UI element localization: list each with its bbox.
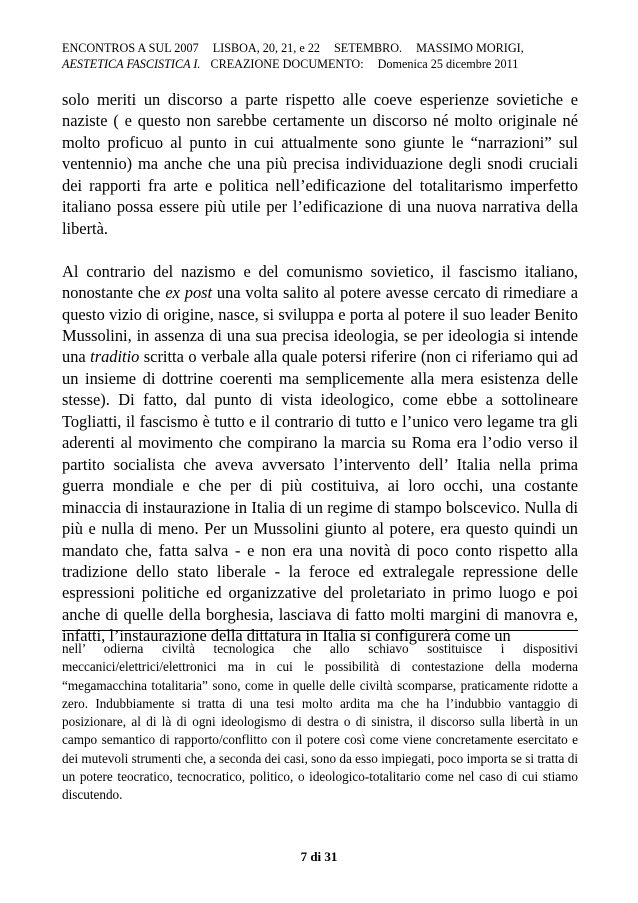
running-header	[62, 40, 582, 72]
header-place: LISBOA, 20, 21, e 22	[212, 41, 321, 55]
header-line-1	[62, 40, 582, 56]
page-number: 7 di 31	[300, 849, 338, 864]
italic-ex-post: ex post	[165, 283, 213, 303]
footnote-text: nell’ odierna civiltà tecnologica che allo schiavo sostituisce i dispositivi meccanici/elettrici/elettronici ma in cui le possibilità di contestazione della moderna “megamacchina totalitaria” sono, come in quelle delle civiltà scomparse, praticamente ridotte a zero. Indubbiamente si tratta di una tesi molto ardita ma che ha l’indubbio vantaggio di posizionare, al di là di ogni ideologismo di destra o di sinistra, il discorso sulla libertà in un campo semantico di rapporto/conflitto con il potere così come viene concretamente esercitato e dei mutevoli strumenti che, a seconda dei casi, sono da esso impiegati, poco importa se si tratta di un potere teocratico, tecnocratico, politico, o ideologico-totalitario come nel caso di cui stiamo discutendo.	[62, 641, 578, 803]
header-creation-date: Domenica 25 dicembre 2011	[377, 57, 519, 71]
header-line-2	[62, 56, 582, 72]
footnote	[62, 640, 578, 805]
body-text	[62, 89, 578, 647]
header-event: ENCONTROS A SUL 2007	[62, 41, 199, 55]
header-month: SETEMBRO.	[334, 41, 403, 55]
footnote-separator	[62, 630, 578, 631]
italic-traditio: traditio	[90, 347, 140, 367]
header-author: MASSIMO MORIGI,	[416, 41, 524, 55]
body-paragraph-2: Al contrario del nazismo e del comunismo sovietico, il fascismo italiano, nonostante che ex post una volta salito al potere avesse cercato di rimediare a questo vizio di origine, nasce, si sviluppa e porta al potere il suo leader Benito Mussolini, in assenza di una sua precisa ideologia, se per ideologia si intende una traditio scritta o verbale alla quale potersi riferire (non ci riferiamo qui ad un insieme di dottrine coerenti ma semplicemente alla mera esistenza delle stesse). Di fatto, dal punto di vista ideologico, come ebbe a sottolineare Togliatti, il fascismo è tutto e il contrario di tutto e l’unico vero legame tra gli aderenti al movimento che compirano la marcia su Roma era l’odio verso il partito socialista che aveva avversato l’intervento dell’ Italia nella prima guerra mondiale e che per di più costituiva, ai loro occhi, una costante minaccia di instaurazione in Italia di un regime di stampo bolscevico. Nulla di più e nulla di meno. Per un Mussolini giunto al potere, era questo quindi un mandato che, fatta salva - e non era una novità di poco conto rispetto alla tradizione dello stato liberale - la feroce ed extralegale repressione delle espressioni politiche ed organizzative del proletariato in primo luogo e poi anche di quelle della borghesia, lasciava di fatto molti margini di manovra e, infatti, l’instaurazione della dittatura in Italia si configurerà come un	[62, 261, 578, 646]
header-creation-label: CREAZIONE DOCUMENTO:	[210, 57, 364, 71]
body-paragraph-1: solo meriti un discorso a parte rispetto alle coeve esperienze sovietiche e naziste ( e questo non sarebbe certamente un discorso né molto originale né molto proficuo al punto in cui attualmente sono giunte le “narrazioni” sul ventennio) ma anche che una più precisa individuazione degli snodi cruciali dei rapporti fra arte e politica nell’edificazione del totalitarismo imperfetto italiano possa essere più utile per l’edificazione di una nuova narrativa della libertà.	[62, 90, 578, 238]
header-work-title: AESTETICA FASCISTICA I.	[62, 57, 201, 71]
